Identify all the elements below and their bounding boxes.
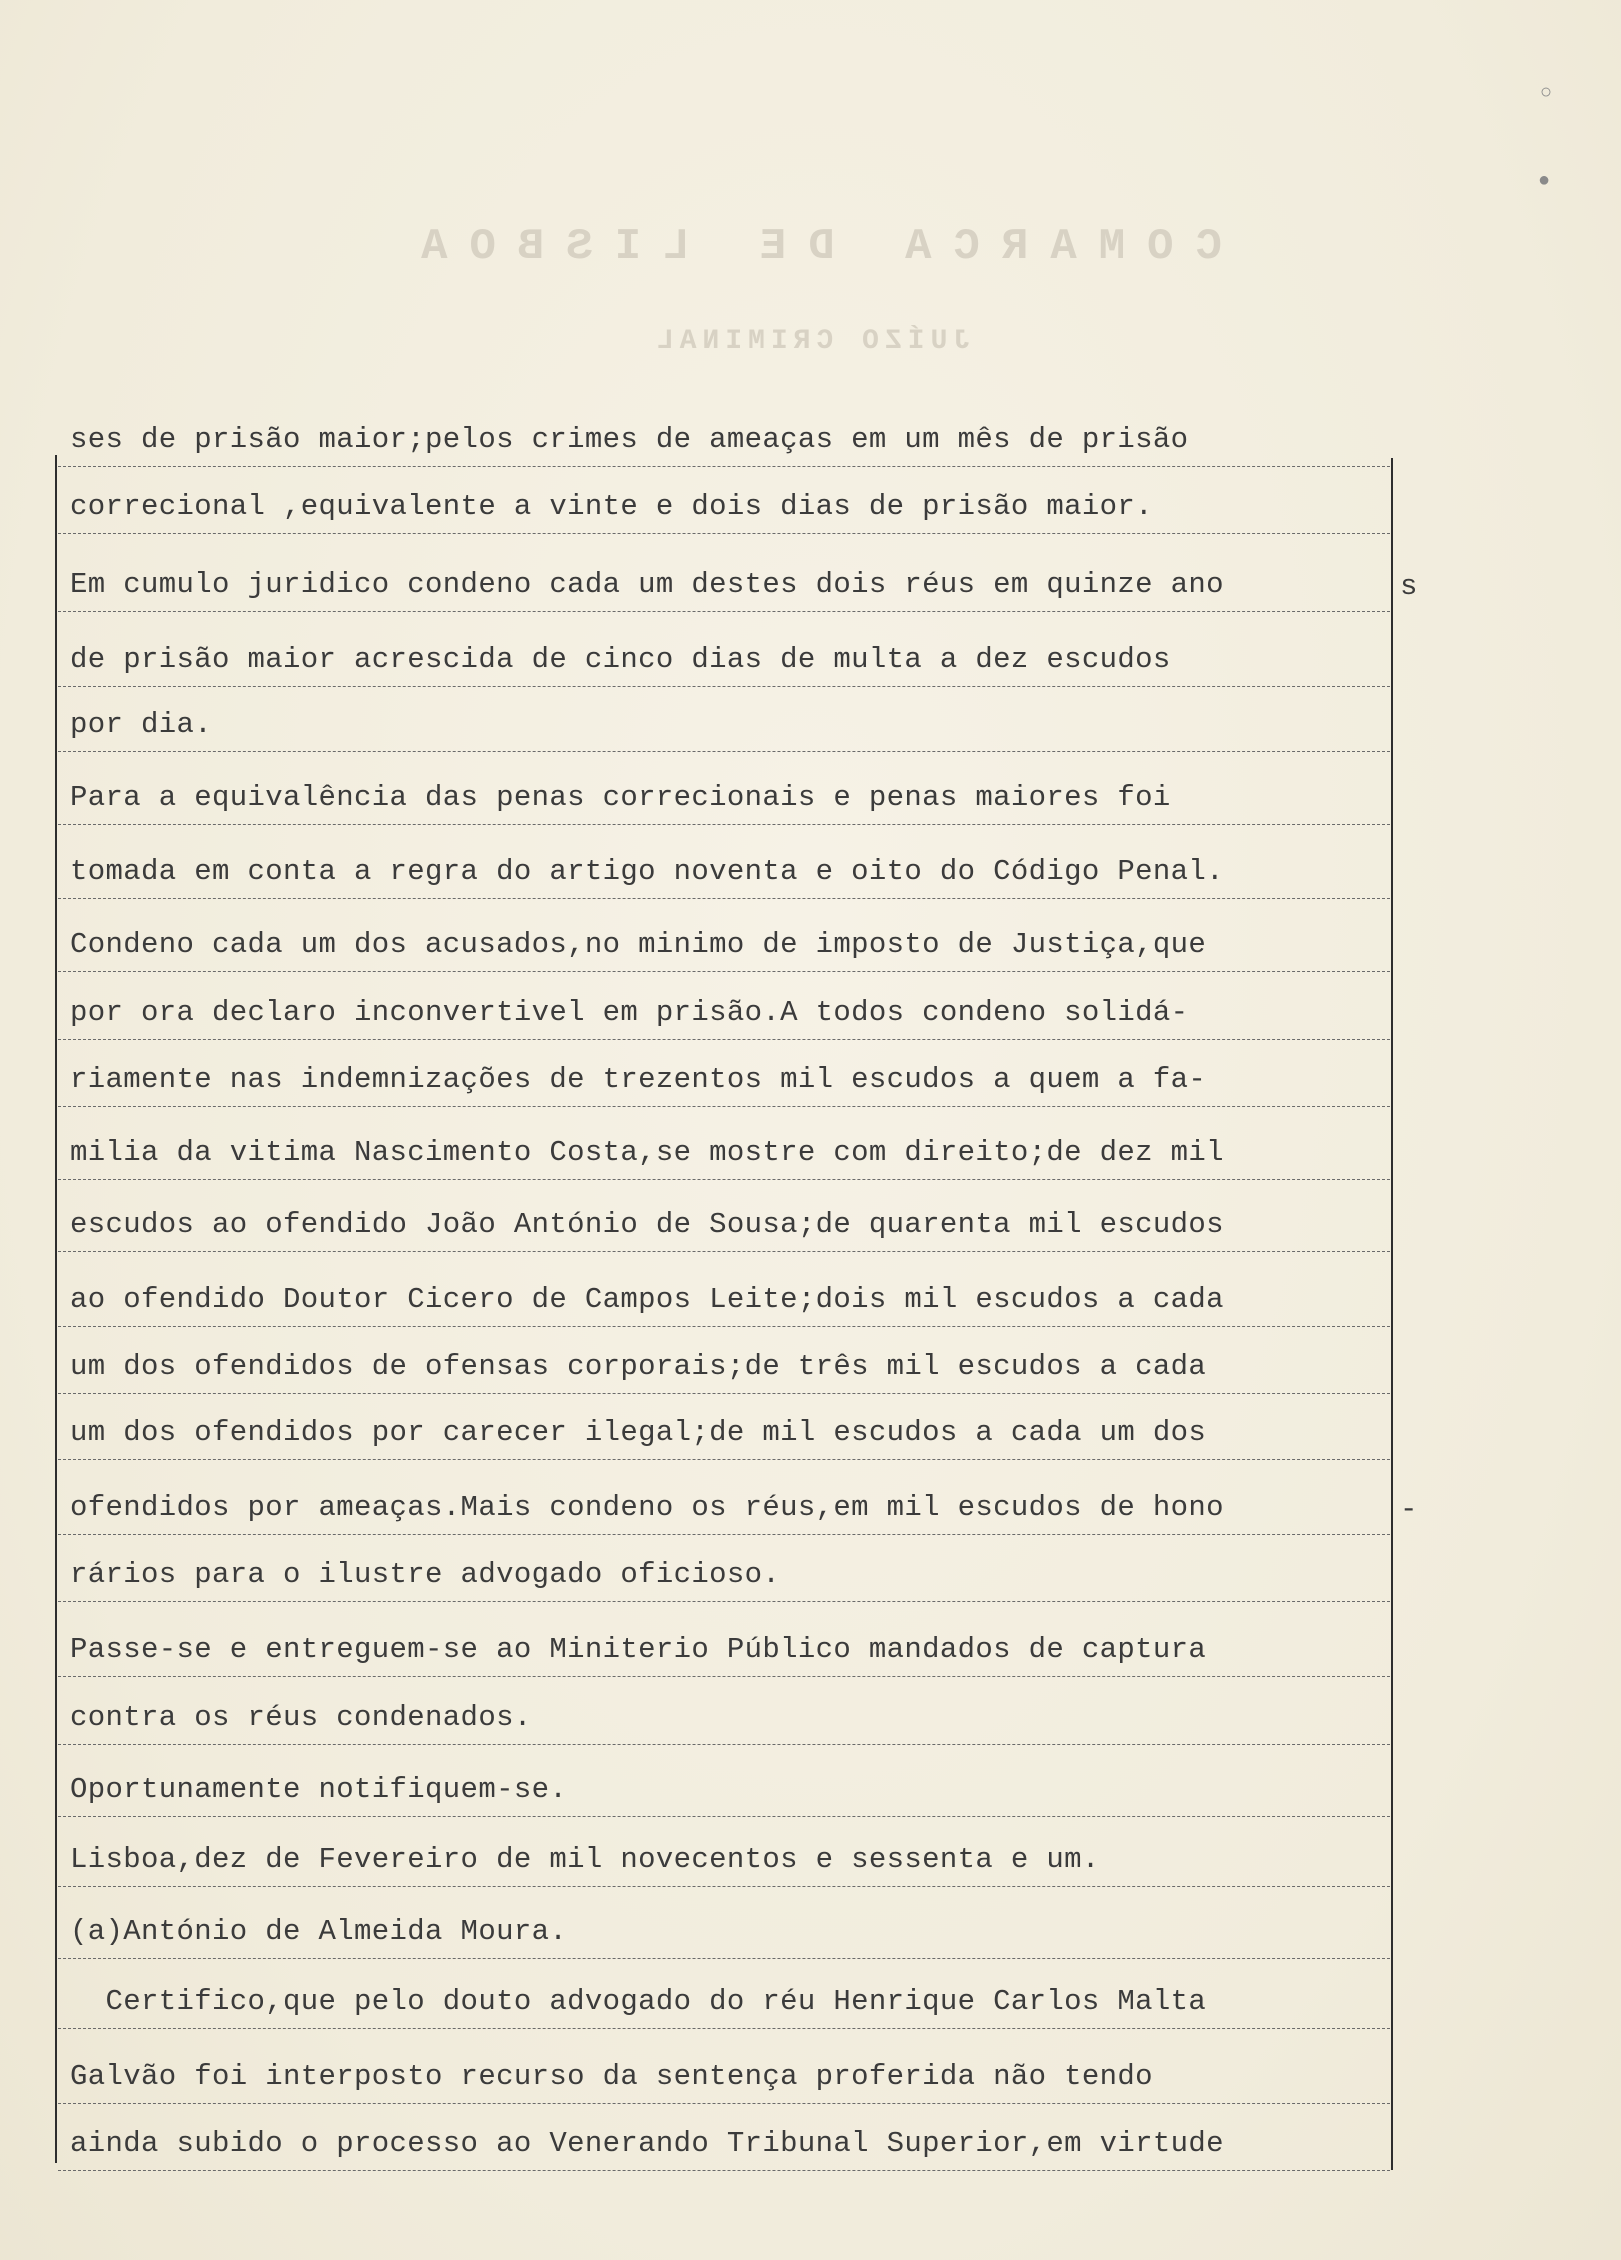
text-line: ofendidos por ameaças.Mais condeno os réus,em mil escudos de hono bbox=[58, 1488, 1390, 1535]
text-line: correcional ,equivalente a vinte e dois dias de prisão maior. bbox=[58, 487, 1390, 534]
text-line: Condeno cada um dos acusados,no minimo de imposto de Justiça,que bbox=[58, 925, 1390, 972]
text-line: ses de prisão maior;pelos crimes de ameaças em um mês de prisão bbox=[58, 420, 1390, 467]
text-line: Galvão foi interposto recurso da sentença proferida não tendo bbox=[58, 2057, 1390, 2104]
text-line: ao ofendido Doutor Cicero de Campos Leite;dois mil escudos a cada bbox=[58, 1280, 1390, 1327]
text-line: (a)António de Almeida Moura. bbox=[58, 1912, 1390, 1959]
text-line: rários para o ilustre advogado oficioso. bbox=[58, 1555, 1390, 1602]
margin-overflow-char: s bbox=[1400, 570, 1418, 603]
show-through-heading: COMARCA DE LISBOA bbox=[399, 222, 1222, 272]
text-line: contra os réus condenados. bbox=[58, 1698, 1390, 1745]
text-line: por dia. bbox=[58, 705, 1390, 752]
text-line: escudos ao ofendido João António de Sousa;de quarenta mil escudos bbox=[58, 1205, 1390, 1252]
text-line: Certifico,que pelo douto advogado do réu Henrique Carlos Malta bbox=[58, 1982, 1390, 2029]
text-line: milia da vitima Nascimento Costa,se mostre com direito;de dez mil bbox=[58, 1133, 1390, 1180]
text-line: um dos ofendidos de ofensas corporais;de três mil escudos a cada bbox=[58, 1347, 1390, 1394]
right-margin-rule bbox=[1391, 458, 1393, 2170]
left-margin-rule bbox=[55, 455, 57, 2163]
text-line: Para a equivalência das penas correcionais e penas maiores foi bbox=[58, 778, 1390, 825]
text-line: tomada em conta a regra do artigo noventa e oito do Código Penal. bbox=[58, 852, 1390, 899]
punch-mark: ○ bbox=[1540, 82, 1553, 105]
text-line: de prisão maior acrescida de cinco dias de multa a dez escudos bbox=[58, 640, 1390, 687]
text-line: um dos ofendidos por carecer ilegal;de mil escudos a cada um dos bbox=[58, 1413, 1390, 1460]
text-line: ainda subido o processo ao Venerando Tribunal Superior,em virtude bbox=[58, 2124, 1390, 2171]
text-line: Passe-se e entreguem-se ao Miniterio Público mandados de captura bbox=[58, 1630, 1390, 1677]
text-line: Oportunamente notifiquem-se. bbox=[58, 1770, 1390, 1817]
margin-overflow-char: - bbox=[1400, 1493, 1418, 1526]
text-line: por ora declaro inconvertivel em prisão.A todos condeno solidá- bbox=[58, 993, 1390, 1040]
punch-mark: ● bbox=[1538, 170, 1551, 193]
text-line: riamente nas indemnizações de trezentos mil escudos a quem a fa- bbox=[58, 1060, 1390, 1107]
show-through-subheading: JUÍZO CRIMINAL bbox=[650, 326, 971, 357]
text-line: Em cumulo juridico condeno cada um destes dois réus em quinze ano bbox=[58, 565, 1390, 612]
text-line: Lisboa,dez de Fevereiro de mil novecentos e sessenta e um. bbox=[58, 1840, 1390, 1887]
